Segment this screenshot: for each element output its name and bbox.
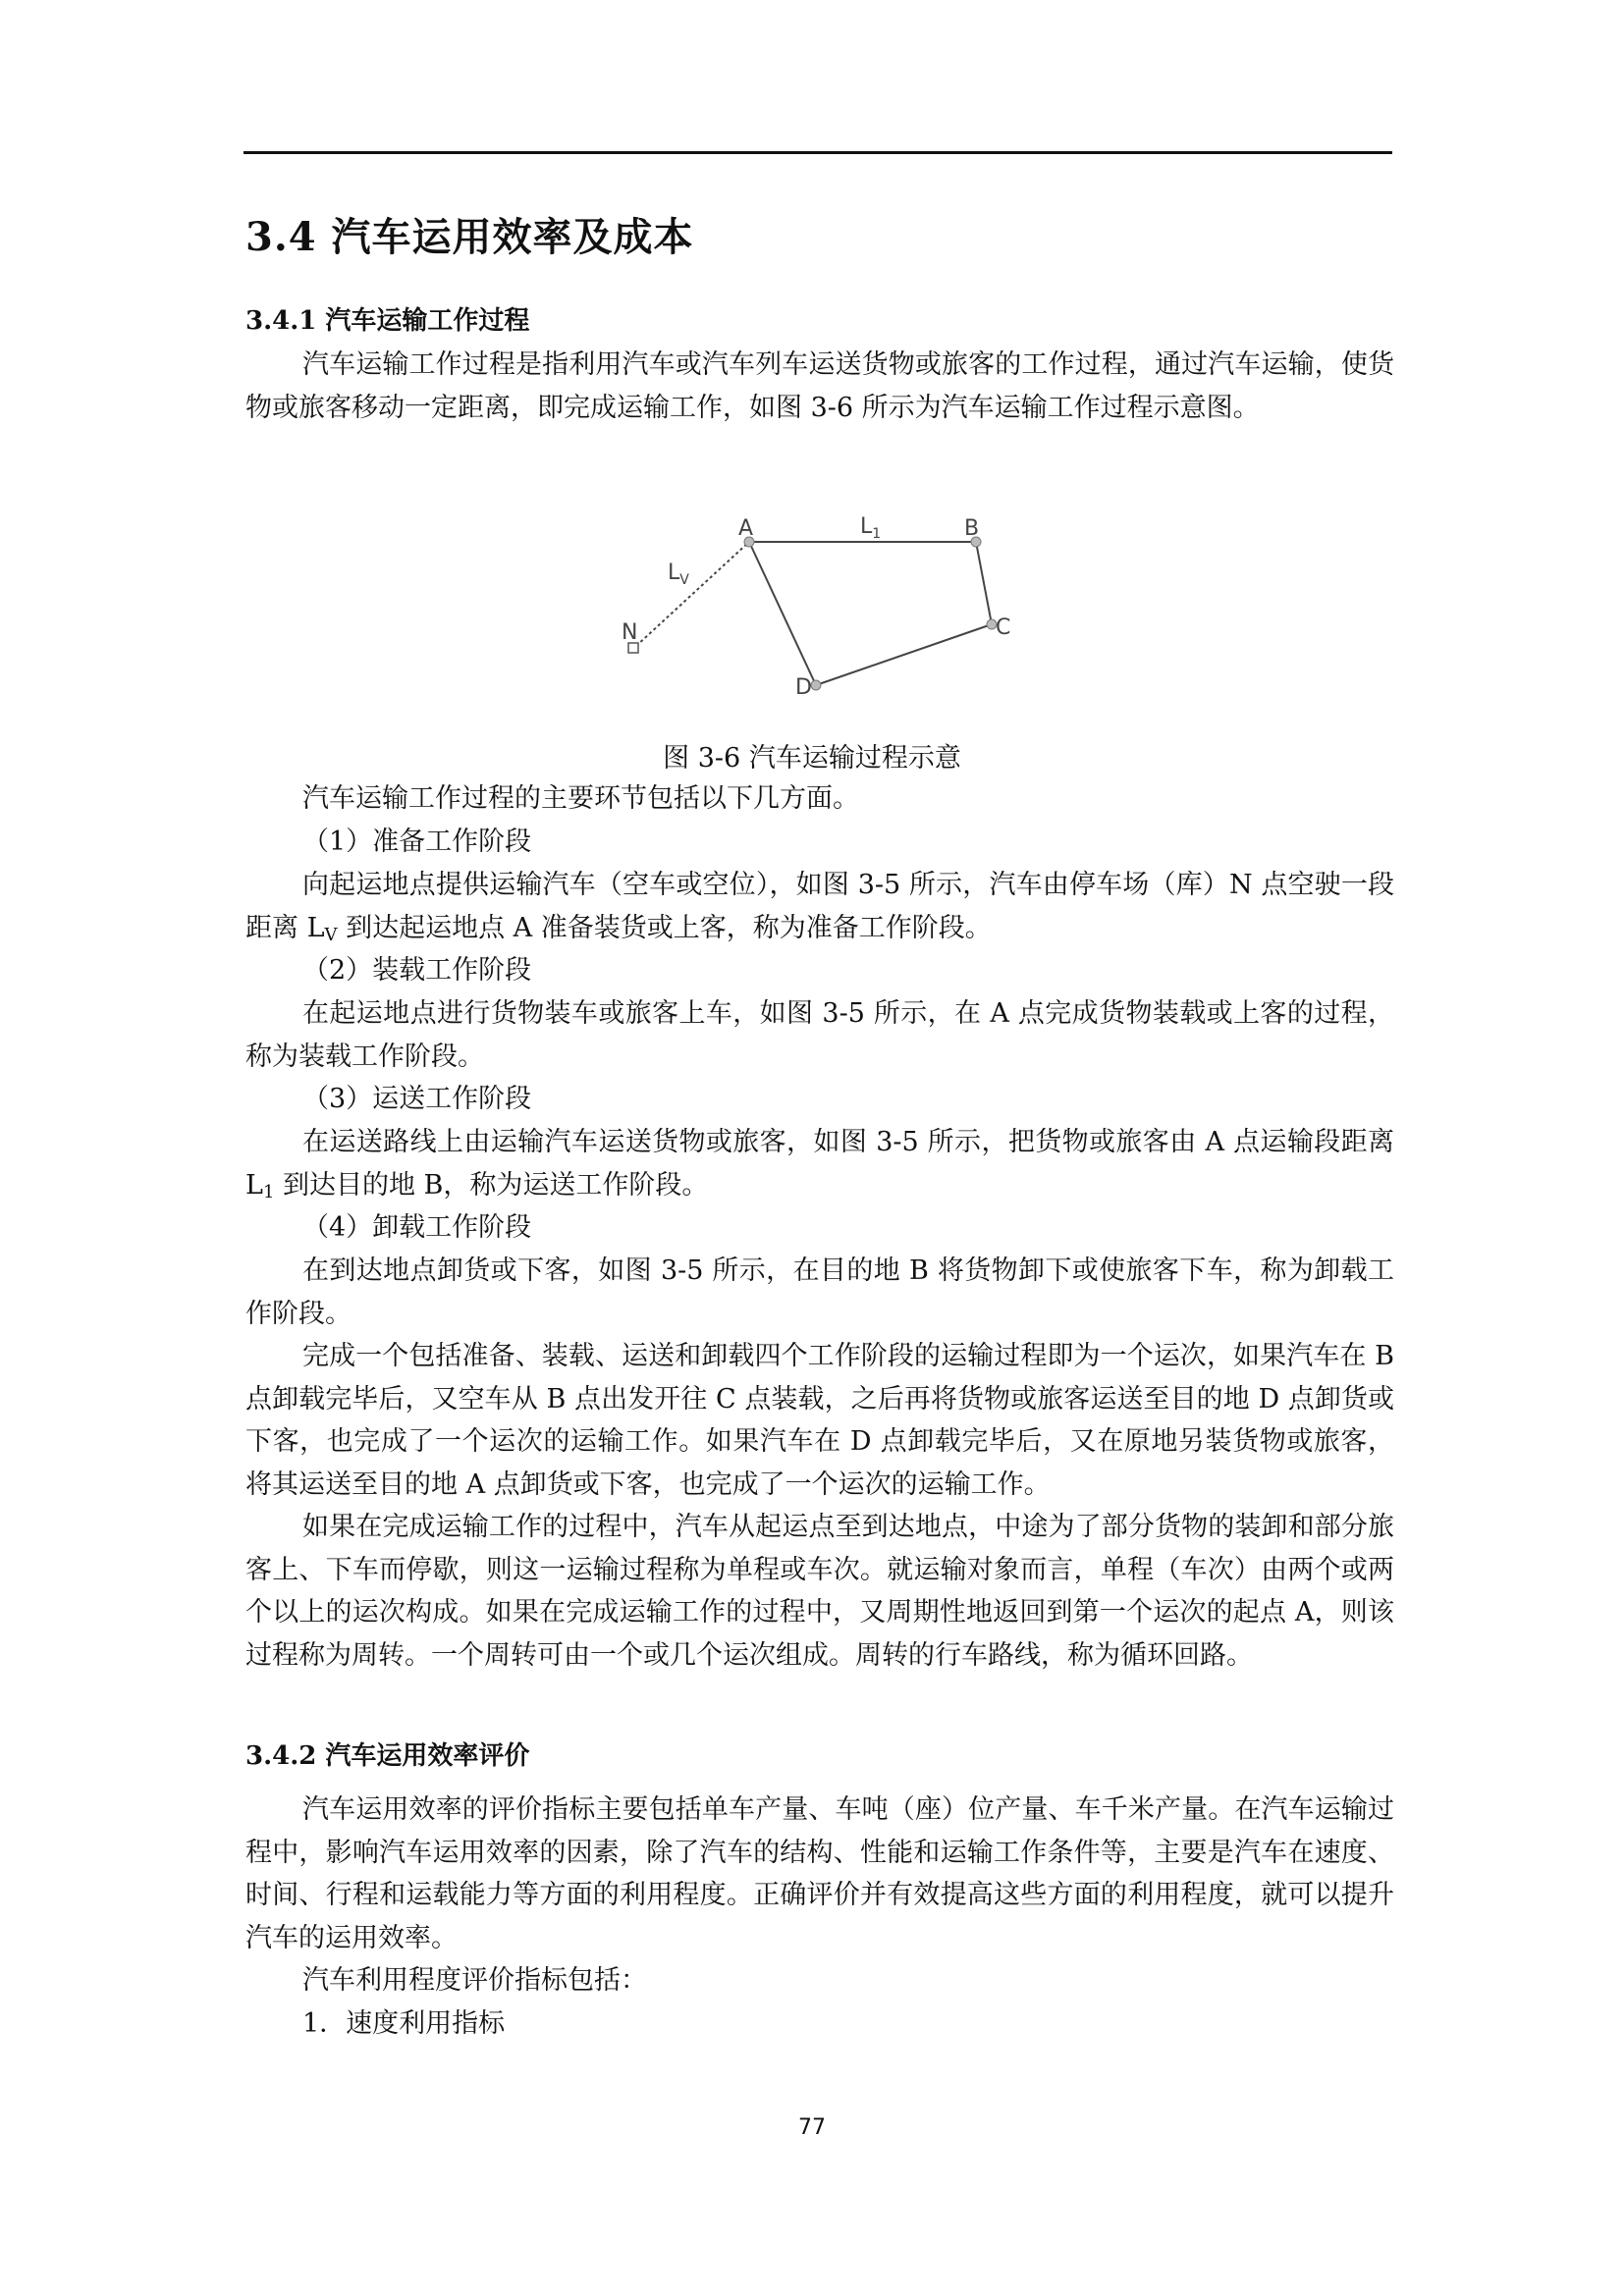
- segment-N-A-dashed: [636, 542, 749, 646]
- stage2-paragraph: 在起运地点进行货物装车或旅客上车，如图 3-5 所示，在 A 点完成货物装载或上客的过程，称为装载工作阶段。: [245, 998, 1394, 1072]
- label-Lv-sub: V: [679, 572, 689, 588]
- label-B: B: [964, 516, 980, 541]
- single-trip-paragraph: 如果在完成运输工作的过程中，汽车从起运点至到达地点，中途为了部分货物的装卸和部分旅客上、下车而停歇，则这一运输过程称为单程或车次。就运输对象而言，单程（车次）由两个或两个以上的运次构成。如果在完成运输工作的过程中，又周期性地返回到第一个运次的起点 A，则该过程称为周转。一个周转可由一个或几个运次组成。周转的行车路线，称为循环回路。: [245, 1512, 1394, 1671]
- stage3-title: （3）运送工作阶段: [302, 1084, 532, 1114]
- label-Lv: [668, 561, 689, 588]
- main-links-paragraph: 汽车运输工作过程的主要环节包括以下几方面。: [302, 783, 859, 814]
- trip-paragraph: 完成一个包括准备、装载、运送和卸载四个工作阶段的运输过程即为一个运次，如果汽车在 B 点卸载完毕后，又空车从 B 点出发开往 C 点装载，之后再将货物或旅客运送至目的地 D 点卸货或下客，也完成了一个运次的运输工作。如果汽车在 D 点卸载完毕后，又在原地另装货物或旅客，将其运送至目的地 A 点卸货或下客，也完成了一个运次的运输工作。: [245, 1341, 1394, 1500]
- label-D: D: [795, 675, 812, 700]
- indicator-item-1: 1．速度利用指标: [302, 2008, 506, 2039]
- label-L1: [860, 514, 881, 542]
- label-C: C: [996, 615, 1011, 640]
- stage1-paragraph: [245, 864, 1394, 949]
- segment-D-A: [749, 542, 816, 685]
- stage1-subscript: V: [324, 924, 338, 945]
- label-A: A: [738, 516, 754, 541]
- stage3-text-a: 在运送路线上由运输汽车运送货物或旅客，如图 3-5 所示，把货物或旅客由 A 点运输段距离 L: [245, 1127, 1394, 1201]
- node-D: [811, 680, 821, 690]
- subsection-title-3-4-2: 3.4.2 汽车运用效率评价: [245, 1741, 530, 1771]
- stage4-title: （4）卸载工作阶段: [302, 1212, 532, 1243]
- label-L1-main: L: [860, 514, 873, 539]
- indicators-intro: 汽车利用程度评价指标包括：: [302, 1965, 647, 1996]
- label-Lv-main: L: [668, 561, 680, 585]
- subsection-title-3-4-1: 3.4.1 汽车运输工作过程: [245, 306, 530, 336]
- intro-paragraph: 汽车运输工作过程是指利用汽车或汽车列车运送货物或旅客的工作过程，通过汽车运输，使货物或旅客移动一定距离，即完成运输工作，如图 3-6 所示为汽车运输工作过程示意图。: [245, 349, 1394, 423]
- stage1-text-b: 到达起运地点 A 准备装货或上客，称为准备工作阶段。: [337, 912, 992, 943]
- transport-process-diagram: [589, 496, 1041, 712]
- stage1-text-a: 向起运地点提供运输汽车（空车或空位），如图 3-5 所示，汽车由停车场（库）N 点空驶一段距离 L: [245, 870, 1394, 943]
- stage1-title: （1）准备工作阶段: [302, 827, 532, 857]
- stage3-text-b: 到达目的地 B，称为运送工作阶段。: [274, 1169, 709, 1201]
- stage3-paragraph: [245, 1121, 1394, 1206]
- label-N: N: [622, 620, 638, 645]
- stage2-title: （2）装载工作阶段: [302, 955, 532, 986]
- page-number: 77: [798, 2115, 826, 2140]
- header-rule: [244, 151, 1392, 154]
- stage4-paragraph: 在到达地点卸货或下客，如图 3-5 所示，在目的地 B 将货物卸下或使旅客下车，称为卸载工作阶段。: [245, 1255, 1394, 1329]
- label-L1-sub: 1: [872, 526, 882, 542]
- stage3-subscript: 1: [262, 1181, 275, 1202]
- section-title: 3.4 汽车运用效率及成本: [245, 214, 694, 260]
- evaluation-paragraph: 汽车运用效率的评价指标主要包括单车产量、车吨（座）位产量、车千米产量。在汽车运输过程中，影响汽车运用效率的因素，除了汽车的结构、性能和运输工作条件等，主要是汽车在速度、时间、行程和运载能力等方面的利用程度。正确评价并有效提高这些方面的利用程度，就可以提升汽车的运用效率。: [245, 1794, 1394, 1953]
- segment-B-C: [976, 542, 992, 624]
- segment-C-D: [816, 624, 992, 685]
- figure-caption: 图 3-6 汽车运输过程示意: [663, 743, 961, 774]
